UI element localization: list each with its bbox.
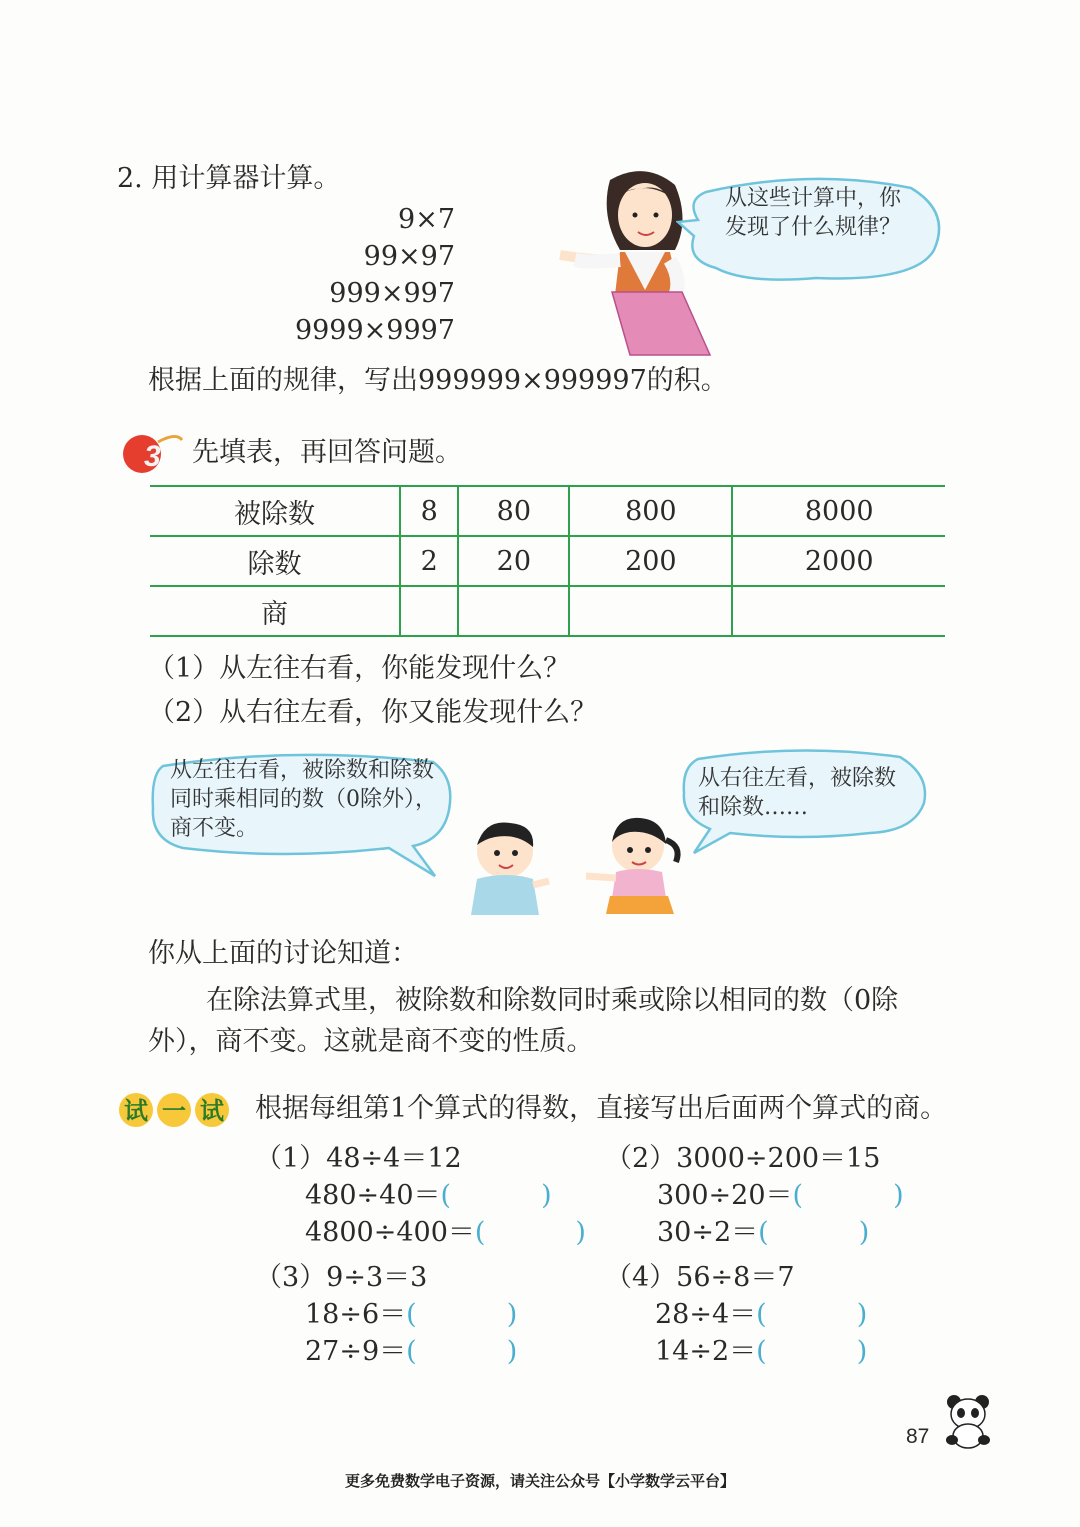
exercise-line <box>255 1177 586 1214</box>
paren-open: ( <box>792 1180 804 1211</box>
exercise-line <box>605 1333 867 1370</box>
expression: 480÷40＝ <box>305 1180 441 1211</box>
panda-icon <box>942 1392 996 1450</box>
exercise-group-2 <box>605 1140 904 1251</box>
exercise-line <box>255 1214 586 1251</box>
paren-close: ) <box>541 1180 552 1211</box>
boy-illustration <box>455 815 555 920</box>
row-header: 被除数 <box>150 486 400 536</box>
exercise-line <box>605 1177 904 1214</box>
expression: 14÷2＝ <box>655 1336 757 1367</box>
expression: 18÷6＝ <box>305 1299 407 1330</box>
paren-open: ( <box>756 1299 767 1330</box>
speech-line: 商不变。 <box>170 816 259 841</box>
exercise-line <box>605 1214 904 1251</box>
calculation-item: 9×7 <box>398 204 455 235</box>
speech-line: 同时乘相同的数（0除外）， <box>170 787 437 812</box>
calculation-item: 9999×9997 <box>294 315 455 346</box>
exercise-2-question: 根据上面的规律，写出999999×999997的积。 <box>148 365 728 396</box>
table-cell: 8 <box>400 486 458 536</box>
answer-blank[interactable] <box>441 1180 552 1211</box>
paren-open: ( <box>440 1180 452 1211</box>
paren-close: ) <box>506 1299 518 1330</box>
paren-open: ( <box>758 1217 769 1248</box>
number-3-label: 3 <box>144 440 161 473</box>
group-head: （4）56÷8＝7 <box>605 1262 795 1293</box>
paren-open: ( <box>474 1217 486 1248</box>
paren-close: ) <box>893 1180 904 1211</box>
answer-cell[interactable] <box>732 586 945 636</box>
answer-blank[interactable] <box>758 1217 869 1248</box>
try-it-char: 试 <box>200 1096 224 1125</box>
answer-blank[interactable] <box>406 1336 517 1367</box>
expression: 30÷2＝ <box>657 1217 759 1248</box>
boy-speech-text <box>170 756 437 843</box>
row-header: 除数 <box>150 536 400 586</box>
table-cell: 800 <box>569 486 732 536</box>
number-3-badge <box>118 428 184 478</box>
paren-close: ) <box>856 1336 868 1367</box>
expression: 300÷20＝ <box>657 1180 793 1211</box>
exercise-2-title: 2. 用计算器计算。 <box>117 163 341 194</box>
fill-table <box>150 485 945 637</box>
girl-speech-text <box>698 764 896 822</box>
paren-open: ( <box>406 1336 417 1367</box>
table-cell: 2000 <box>732 536 945 586</box>
answer-cell[interactable] <box>400 586 458 636</box>
exercise-line <box>605 1296 867 1333</box>
speech-line: 从这些计算中，你 <box>725 186 902 211</box>
answer-cell[interactable] <box>569 586 732 636</box>
exercise-group-1 <box>255 1140 586 1251</box>
table-cell: 20 <box>458 536 569 586</box>
calculation-item: 999×997 <box>329 278 455 309</box>
exercise-3-title: 先填表，再回答问题。 <box>192 437 462 468</box>
table-row <box>150 536 945 586</box>
expression: 28÷4＝ <box>655 1299 757 1330</box>
try-it-badge <box>118 1090 230 1130</box>
speech-line: 和除数…… <box>698 795 809 820</box>
page-number: 87 <box>906 1425 930 1448</box>
answer-blank[interactable] <box>756 1336 867 1367</box>
speech-line: 发现了什么规律？ <box>725 215 902 240</box>
expression: 27÷9＝ <box>305 1336 407 1367</box>
table-cell: 8000 <box>732 486 945 536</box>
try-it-char: 一 <box>162 1096 186 1125</box>
exercise-group-3 <box>255 1259 517 1370</box>
conclusion-intro: 你从上面的讨论知道： <box>148 938 418 969</box>
answer-blank[interactable] <box>793 1180 904 1211</box>
question-1: （1）从左往右看，你能发现什么？ <box>148 653 571 684</box>
question-2: （2）从右往左看，你又能发现什么？ <box>148 697 598 728</box>
group-head: （3）9÷3＝3 <box>255 1262 428 1293</box>
row-header: 商 <box>150 586 400 636</box>
expression: 4800÷400＝ <box>305 1217 475 1248</box>
speech-line: 从右往左看，被除数 <box>698 766 897 791</box>
exercise-group-4 <box>605 1259 867 1370</box>
calculation-item: 99×97 <box>363 241 455 272</box>
paren-close: ) <box>506 1336 518 1367</box>
group-head: （1）48÷4＝12 <box>255 1143 462 1174</box>
footer-note: 更多免费数学电子资源，请关注公众号【小学数学云平台】 <box>344 1472 735 1490</box>
table-row <box>150 486 945 536</box>
exercise-line <box>255 1333 517 1370</box>
paren-close: ) <box>856 1299 868 1330</box>
try-it-instruction: 根据每组第1个算式的得数，直接写出后面两个算式的商。 <box>255 1093 948 1124</box>
girl-illustration <box>580 810 695 920</box>
answer-blank[interactable] <box>406 1299 517 1330</box>
paren-open: ( <box>756 1336 767 1367</box>
table-cell: 200 <box>569 536 732 586</box>
conclusion-text: 在除法算式里，被除数和除数同时乘或除以相同的数（0除外），商不变。这就是商不变的性质。 <box>148 985 899 1057</box>
try-it-char: 试 <box>124 1096 148 1125</box>
paren-close: ) <box>858 1217 870 1248</box>
table-row <box>150 586 945 636</box>
exercise-line <box>255 1296 517 1333</box>
paren-close: ) <box>575 1217 586 1248</box>
group-head: （2）3000÷200＝15 <box>605 1143 881 1174</box>
table-cell: 2 <box>400 536 458 586</box>
table-cell: 80 <box>458 486 569 536</box>
calculation-list <box>280 203 455 351</box>
answer-blank[interactable] <box>475 1217 586 1248</box>
paren-open: ( <box>406 1299 417 1330</box>
teacher-speech-text <box>725 184 901 242</box>
speech-line: 从左往右看，被除数和除数 <box>170 758 435 783</box>
answer-cell[interactable] <box>458 586 569 636</box>
answer-blank[interactable] <box>756 1299 867 1330</box>
